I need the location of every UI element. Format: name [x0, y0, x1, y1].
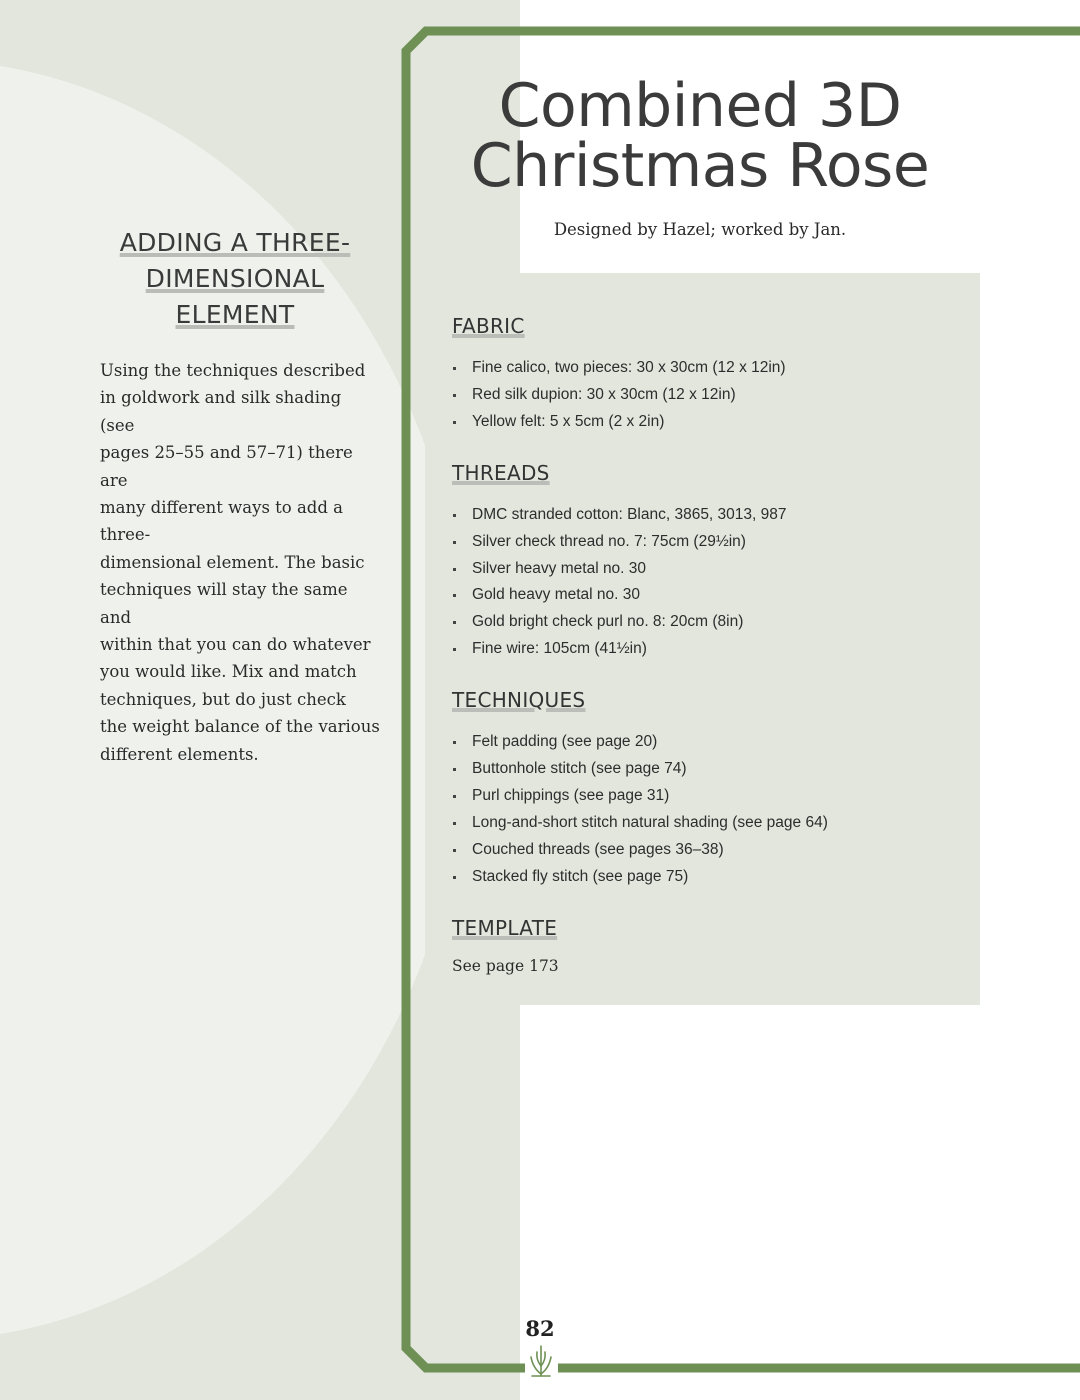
- list-item: Fine calico, two pieces: 30 x 30cm (12 x 12in): [452, 355, 953, 382]
- list-item: Yellow felt: 5 x 5cm (2 x 2in): [452, 409, 953, 436]
- list-item: Fine wire: 105cm (41½in): [452, 636, 953, 663]
- list-item: Purl chippings (see page 31): [452, 783, 953, 810]
- requirements-panel: [425, 273, 980, 1005]
- list-item: Couched threads (see pages 36–38): [452, 837, 953, 864]
- sidebar: [90, 225, 380, 768]
- fabric-heading: FABRIC: [452, 314, 525, 338]
- list-item: Felt padding (see page 20): [452, 729, 953, 756]
- threads-heading: THREADS: [452, 460, 550, 485]
- list-item: Gold bright check purl no. 8: 20cm (8in): [452, 609, 953, 636]
- page-number: 82: [525, 1316, 555, 1341]
- fabric-list: [452, 355, 953, 436]
- sidebar-heading: ADDING A THREE- DIMENSIONAL ELEMENT: [119, 228, 351, 329]
- sprig-icon: [531, 1346, 551, 1376]
- list-item: Silver check thread no. 7: 75cm (29½in): [452, 529, 953, 556]
- techniques-list: [452, 729, 953, 890]
- list-item: Buttonhole stitch (see page 74): [452, 756, 953, 783]
- byline: Designed by Hazel; worked by Jan.: [553, 220, 847, 239]
- list-item: Red silk dupion: 30 x 30cm (12 x 12in): [452, 382, 953, 409]
- list-item: Stacked fly stitch (see page 75): [452, 864, 953, 891]
- list-item: Silver heavy metal no. 30: [452, 556, 953, 583]
- template-heading: TEMPLATE: [452, 915, 558, 940]
- list-item: Gold heavy metal no. 30: [452, 582, 953, 609]
- sidebar-body: Using the techniques described in goldwork and silk shading (see pages 25–55 and 57–71) there are many different ways to add a three- dimensional element. The basic techniques will stay the same and within that you can do whatever you would like. Mix and match techniques, but do just check the weight balance of the various different elements.: [100, 361, 380, 764]
- list-item: DMC stranded cotton: Blanc, 3865, 3013, 987: [452, 502, 953, 529]
- list-item: Long-and-short stitch natural shading (see page 64): [452, 810, 953, 837]
- threads-list: [452, 502, 953, 663]
- page-title: Combined 3D Christmas Rose: [470, 71, 930, 201]
- template-reference: See page 173: [452, 956, 559, 975]
- techniques-heading: TECHNIQUES: [452, 688, 586, 713]
